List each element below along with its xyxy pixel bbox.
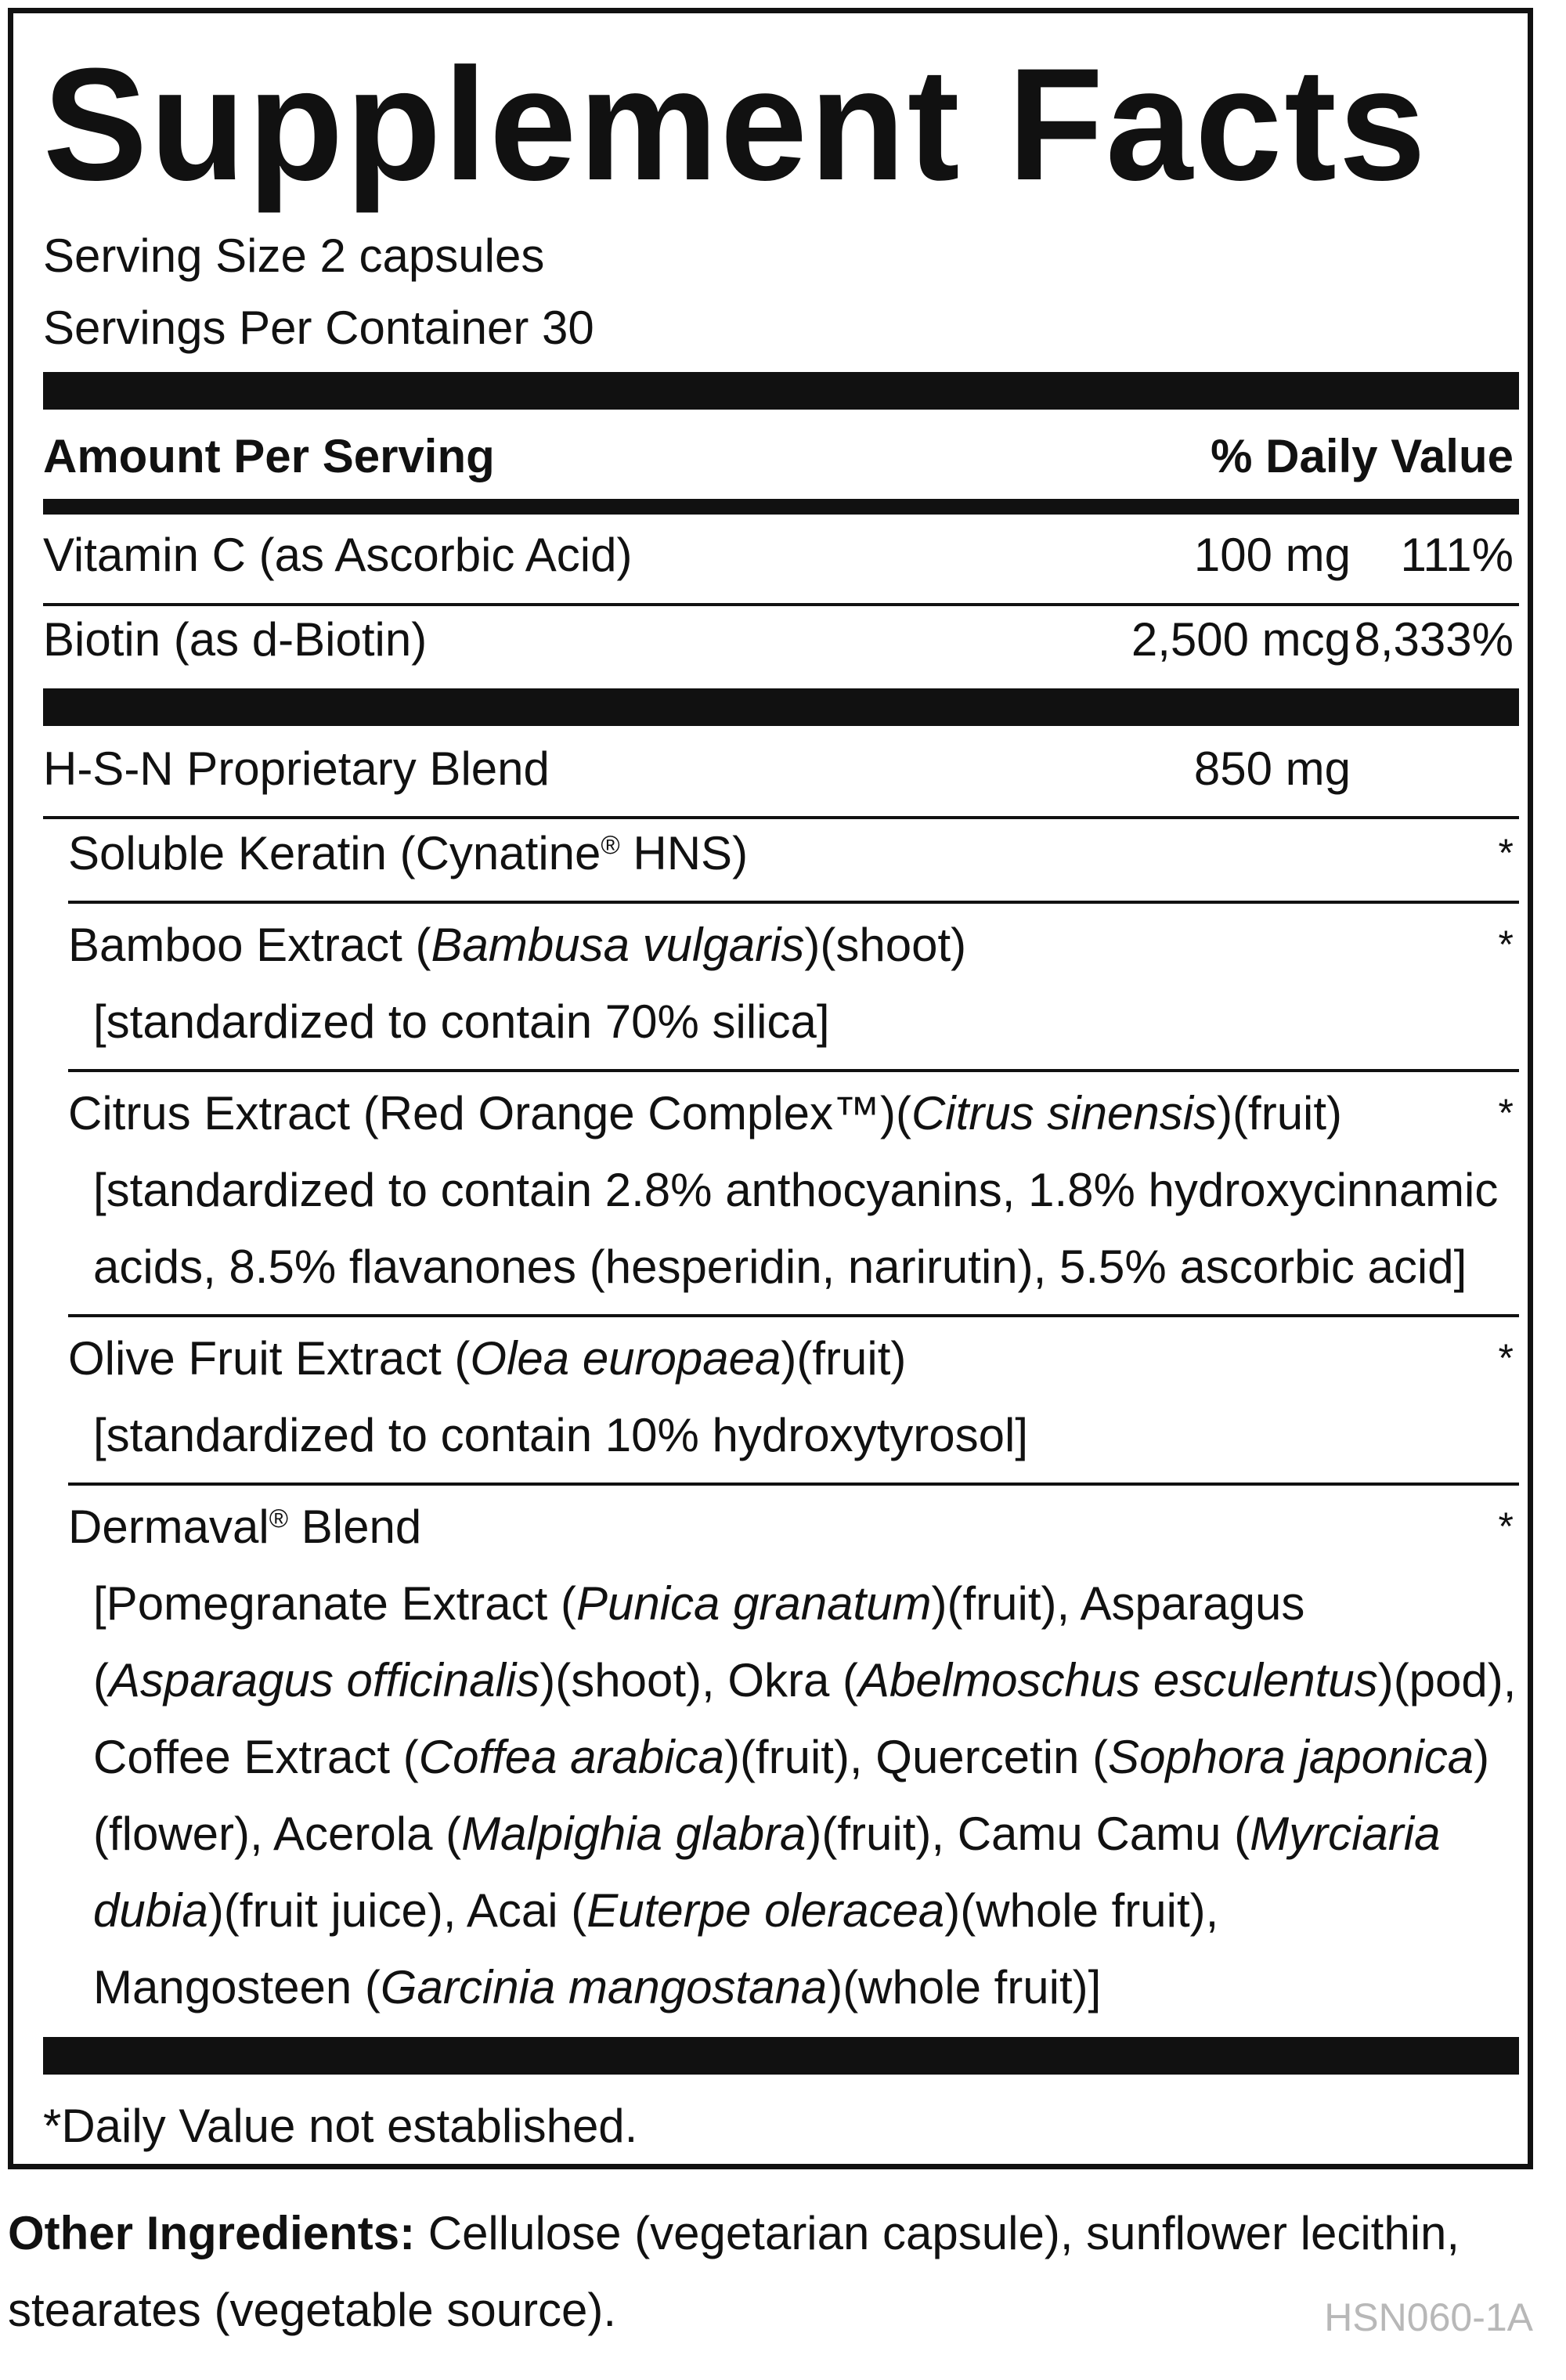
amount-per-serving-header: Amount Per Serving <box>43 430 495 482</box>
dermaval-ingredients-line: dubia)(fruit juice), Acai (Euterpe oleracea)(whole fruit), <box>93 1884 1219 1937</box>
dv-not-established-star: * <box>1498 923 1514 966</box>
nutrient-dv-biotin: 8,333% <box>1354 613 1514 666</box>
row-divider <box>68 1069 1519 1072</box>
ingredient-bamboo-extract: Bamboo Extract (Bambusa vulgaris)(shoot) <box>68 919 967 971</box>
dermaval-ingredients-line: Mangosteen (Garcinia mangostana)(whole fruit)] <box>93 1961 1102 2013</box>
nutrient-amount-biotin: 2,500 mcg <box>1131 613 1351 666</box>
other-ingredients-label: Other Ingredients: <box>8 2207 416 2259</box>
dv-not-established-star: * <box>1498 1336 1514 1380</box>
ingredient-soluble-keratin: Soluble Keratin (Cynatine® HNS) <box>68 827 749 879</box>
nutrient-dv-vitamin-c: 111% <box>1400 529 1514 581</box>
servings-per-container: Servings Per Container 30 <box>43 302 594 354</box>
row-divider <box>43 603 1519 606</box>
blend-amount: 850 mg <box>1193 742 1351 795</box>
dv-not-established-star: * <box>1498 831 1514 875</box>
dv-not-established-star: * <box>1498 1504 1514 1548</box>
ingredient-dermaval-blend: Dermaval® Blend <box>68 1501 422 1553</box>
thick-divider <box>43 688 1519 726</box>
dermaval-ingredients-line: Coffee Extract (Coffea arabica)(fruit), Quercetin (Sophora japonica) <box>93 1731 1490 1783</box>
nutrient-name-vitamin-c: Vitamin C (as Ascorbic Acid) <box>43 529 633 581</box>
row-divider <box>43 816 1519 819</box>
supplement-facts-panel <box>8 8 1533 2169</box>
row-divider <box>68 1483 1519 1486</box>
dermaval-ingredients-line: (flower), Acerola (Malpighia glabra)(fruit), Camu Camu (Myrciaria <box>93 1808 1441 1860</box>
footnote: *Daily Value not established. <box>43 2100 638 2152</box>
other-ingredients-cont: stearates (vegetable source). <box>8 2284 617 2336</box>
dv-not-established-star: * <box>1498 1091 1514 1135</box>
dermaval-ingredients-line: (Asparagus officinalis)(shoot), Okra (Abelmoschus esculentus)(pod), <box>93 1654 1517 1706</box>
nutrient-amount-vitamin-c: 100 mg <box>1193 529 1351 581</box>
ingredient-olive-standardization: [standardized to contain 10% hydroxytyrosol] <box>93 1409 1028 1461</box>
blend-name: H-S-N Proprietary Blend <box>43 742 550 795</box>
other-ingredients: Other Ingredients: Cellulose (vegetarian capsule), sunflower lecithin, <box>8 2207 1460 2259</box>
serving-size: Serving Size 2 capsules <box>43 229 545 282</box>
thick-divider <box>43 2037 1519 2075</box>
medium-divider <box>43 499 1519 515</box>
ingredient-citrus-extract: Citrus Extract (Red Orange Complex™)(Citrus sinensis)(fruit) <box>68 1087 1343 1139</box>
ingredient-olive-fruit-extract: Olive Fruit Extract (Olea europaea)(fruit) <box>68 1332 907 1385</box>
row-divider <box>68 1314 1519 1317</box>
dermaval-ingredients-line: [Pomegranate Extract (Punica granatum)(fruit), Asparagus <box>93 1577 1305 1630</box>
nutrient-name-biotin: Biotin (as d-Biotin) <box>43 613 428 666</box>
ingredient-citrus-standardization: [standardized to contain 2.8% anthocyanins, 1.8% hydroxycinnamic <box>93 1164 1499 1216</box>
thick-divider <box>43 372 1519 410</box>
panel-title: Supplement Facts <box>43 35 1428 214</box>
row-divider <box>68 901 1519 904</box>
ingredient-bamboo-standardization: [standardized to contain 70% silica] <box>93 995 830 1048</box>
ingredient-citrus-standardization-cont: acids, 8.5% flavanones (hesperidin, narirutin), 5.5% ascorbic acid] <box>93 1241 1467 1293</box>
daily-value-header: % Daily Value <box>1211 430 1514 482</box>
product-code: HSN060-1A <box>1324 2295 1533 2339</box>
